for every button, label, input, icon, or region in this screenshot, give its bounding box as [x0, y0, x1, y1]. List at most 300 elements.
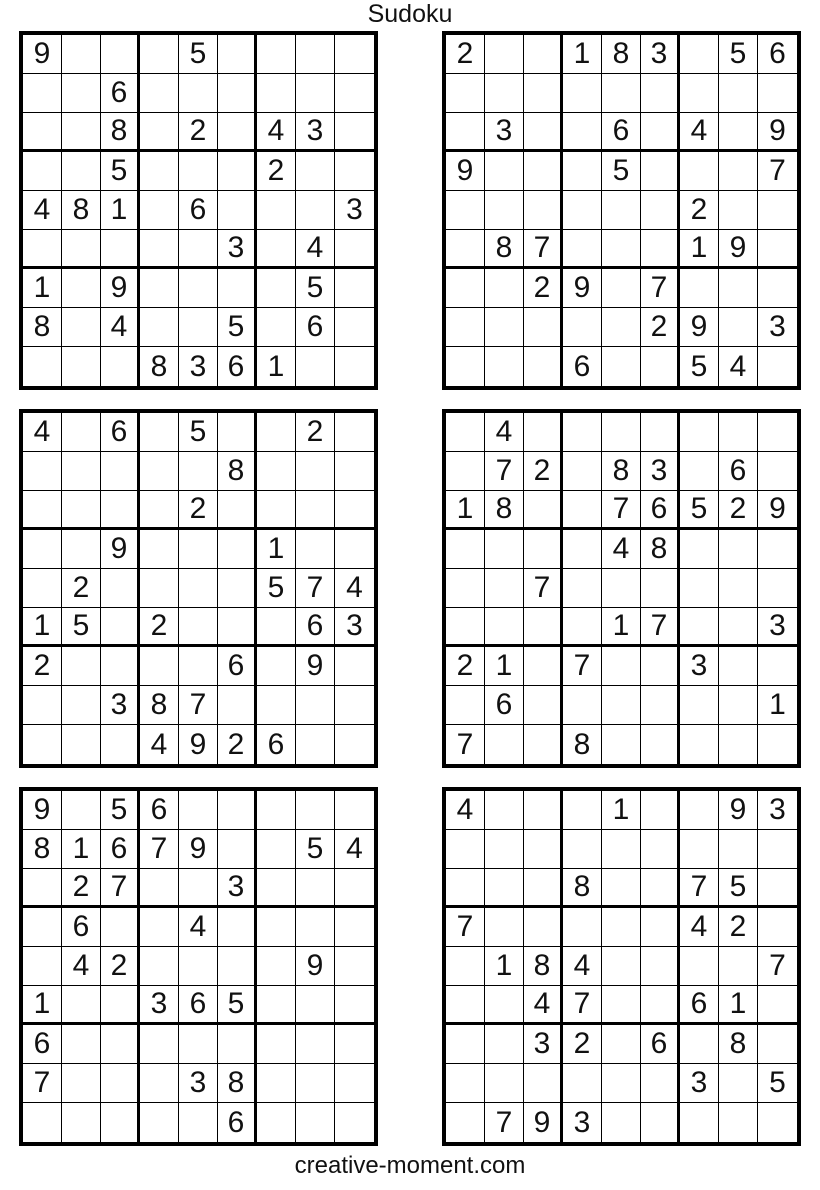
sudoku-cell-empty	[758, 74, 797, 113]
sudoku-cell-empty	[641, 74, 680, 113]
sudoku-cell-given: 4	[719, 347, 758, 386]
sudoku-cell-given: 1	[257, 530, 296, 569]
sudoku-cell-empty	[140, 269, 179, 308]
sudoku-cell-given: 3	[680, 647, 719, 686]
sudoku-cell-given: 5	[179, 35, 218, 74]
sudoku-cell-empty	[140, 1103, 179, 1142]
sudoku-cell-given: 2	[563, 1025, 602, 1064]
sudoku-cell-empty	[296, 1025, 335, 1064]
sudoku-cell-empty	[602, 908, 641, 947]
sudoku-cell-given: 4	[23, 413, 62, 452]
sudoku-cell-empty	[485, 35, 524, 74]
sudoku-cell-given: 9	[719, 230, 758, 269]
sudoku-cell-empty	[62, 1103, 101, 1142]
sudoku-cell-empty	[446, 347, 485, 386]
sudoku-cell-empty	[641, 413, 680, 452]
sudoku-cell-given: 7	[446, 725, 485, 764]
sudoku-cell-empty	[335, 269, 374, 308]
sudoku-cell-empty	[218, 947, 257, 986]
sudoku-cell-given: 3	[335, 608, 374, 647]
sudoku-cell-given: 9	[296, 647, 335, 686]
sudoku-cell-given: 5	[719, 35, 758, 74]
sudoku-cell-empty	[218, 113, 257, 152]
sudoku-cell-empty	[524, 413, 563, 452]
sudoku-cell-empty	[257, 191, 296, 230]
sudoku-cell-empty	[758, 869, 797, 908]
sudoku-cell-empty	[602, 74, 641, 113]
puzzle-area	[0, 31, 820, 1146]
sudoku-cell-given: 8	[563, 725, 602, 764]
sudoku-cell-empty	[641, 152, 680, 191]
sudoku-cell-given: 2	[524, 269, 563, 308]
sudoku-cell-empty	[257, 791, 296, 830]
sudoku-cell-empty	[179, 1103, 218, 1142]
sudoku-cell-empty	[257, 608, 296, 647]
sudoku-cell-empty	[641, 647, 680, 686]
sudoku-cell-empty	[446, 947, 485, 986]
sudoku-cell-empty	[335, 725, 374, 764]
page-title: Sudoku	[367, 0, 453, 28]
sudoku-cell-empty	[218, 491, 257, 530]
sudoku-cell-empty	[296, 986, 335, 1025]
sudoku-cell-empty	[446, 230, 485, 269]
sudoku-cell-given: 6	[641, 491, 680, 530]
sudoku-cell-empty	[641, 908, 680, 947]
sudoku-cell-empty	[485, 725, 524, 764]
sudoku-cell-empty	[257, 74, 296, 113]
sudoku-cell-empty	[446, 830, 485, 869]
sudoku-cell-empty	[758, 530, 797, 569]
sudoku-cell-empty	[218, 152, 257, 191]
sudoku-cell-empty	[257, 1064, 296, 1103]
sudoku-cell-empty	[758, 908, 797, 947]
sudoku-cell-empty	[641, 947, 680, 986]
sudoku-cell-empty	[140, 1025, 179, 1064]
sudoku-cell-given: 6	[296, 608, 335, 647]
sudoku-cell-empty	[680, 413, 719, 452]
sudoku-cell-given: 1	[23, 269, 62, 308]
sudoku-cell-empty	[140, 947, 179, 986]
sudoku-cell-empty	[23, 491, 62, 530]
sudoku-cell-empty	[23, 725, 62, 764]
sudoku-cell-given: 1	[758, 686, 797, 725]
sudoku-cell-empty	[485, 986, 524, 1025]
sudoku-cell-empty	[680, 725, 719, 764]
sudoku-cell-given: 7	[179, 686, 218, 725]
sudoku-board-4	[442, 409, 801, 768]
sudoku-cell-empty	[446, 269, 485, 308]
sudoku-cell-empty	[296, 152, 335, 191]
sudoku-cell-empty	[62, 452, 101, 491]
sudoku-cell-empty	[335, 530, 374, 569]
sudoku-cell-given: 3	[101, 686, 140, 725]
sudoku-cell-empty	[296, 191, 335, 230]
sudoku-cell-empty	[602, 269, 641, 308]
sudoku-cell-given: 5	[758, 1064, 797, 1103]
sudoku-cell-empty	[446, 569, 485, 608]
sudoku-cell-empty	[257, 908, 296, 947]
sudoku-cell-empty	[719, 608, 758, 647]
sudoku-cell-given: 8	[23, 830, 62, 869]
sudoku-cell-given: 1	[485, 647, 524, 686]
puzzle-row-2	[0, 409, 820, 768]
sudoku-cell-empty	[179, 647, 218, 686]
sudoku-cell-empty	[101, 608, 140, 647]
sudoku-cell-empty	[257, 230, 296, 269]
sudoku-cell-given: 8	[563, 869, 602, 908]
sudoku-cell-empty	[719, 191, 758, 230]
sudoku-cell-empty	[23, 452, 62, 491]
sudoku-cell-given: 3	[641, 35, 680, 74]
sudoku-cell-given: 2	[719, 491, 758, 530]
sudoku-cell-given: 4	[446, 791, 485, 830]
sudoku-cell-empty	[719, 725, 758, 764]
sudoku-cell-empty	[62, 530, 101, 569]
sudoku-cell-given: 5	[179, 413, 218, 452]
sudoku-cell-empty	[140, 308, 179, 347]
sudoku-cell-given: 9	[179, 830, 218, 869]
sudoku-cell-empty	[524, 347, 563, 386]
sudoku-cell-empty	[218, 530, 257, 569]
sudoku-cell-empty	[101, 452, 140, 491]
sudoku-cell-empty	[446, 413, 485, 452]
sudoku-cell-given: 2	[719, 908, 758, 947]
puzzle-row-1	[0, 31, 820, 390]
sudoku-cell-empty	[602, 569, 641, 608]
sudoku-cell-empty	[758, 347, 797, 386]
sudoku-cell-empty	[446, 113, 485, 152]
sudoku-cell-empty	[62, 491, 101, 530]
sudoku-cell-empty	[680, 452, 719, 491]
sudoku-cell-empty	[758, 986, 797, 1025]
sudoku-cell-empty	[758, 230, 797, 269]
sudoku-cell-empty	[335, 1025, 374, 1064]
puzzle-row-3	[0, 787, 820, 1146]
sudoku-cell-empty	[524, 530, 563, 569]
sudoku-cell-given: 9	[446, 152, 485, 191]
sudoku-cell-empty	[335, 113, 374, 152]
sudoku-cell-empty	[602, 191, 641, 230]
sudoku-cell-empty	[446, 686, 485, 725]
sudoku-cell-given: 3	[524, 1025, 563, 1064]
sudoku-cell-given: 8	[602, 35, 641, 74]
sudoku-cell-given: 4	[179, 908, 218, 947]
sudoku-cell-empty	[680, 686, 719, 725]
sudoku-cell-empty	[680, 830, 719, 869]
sudoku-cell-empty	[179, 152, 218, 191]
sudoku-cell-given: 5	[218, 986, 257, 1025]
sudoku-board-3	[19, 409, 378, 768]
sudoku-cell-empty	[296, 908, 335, 947]
sudoku-cell-empty	[62, 725, 101, 764]
sudoku-cell-empty	[257, 269, 296, 308]
sudoku-cell-empty	[140, 191, 179, 230]
sudoku-cell-empty	[257, 947, 296, 986]
sudoku-cell-empty	[23, 347, 62, 386]
sudoku-cell-given: 1	[719, 986, 758, 1025]
sudoku-cell-empty	[23, 686, 62, 725]
sudoku-cell-empty	[719, 269, 758, 308]
sudoku-cell-empty	[563, 1064, 602, 1103]
sudoku-cell-given: 1	[446, 491, 485, 530]
sudoku-cell-given: 3	[563, 1103, 602, 1142]
sudoku-cell-empty	[296, 1103, 335, 1142]
sudoku-cell-given: 6	[101, 830, 140, 869]
sudoku-cell-empty	[485, 530, 524, 569]
sudoku-cell-empty	[23, 947, 62, 986]
sudoku-cell-empty	[563, 530, 602, 569]
sudoku-cell-empty	[140, 230, 179, 269]
sudoku-cell-given: 9	[23, 35, 62, 74]
sudoku-cell-empty	[296, 347, 335, 386]
sudoku-cell-empty	[23, 74, 62, 113]
sudoku-cell-empty	[602, 1064, 641, 1103]
sudoku-cell-empty	[446, 1064, 485, 1103]
sudoku-cell-empty	[563, 191, 602, 230]
sudoku-cell-empty	[563, 608, 602, 647]
sudoku-cell-empty	[602, 1025, 641, 1064]
sudoku-cell-given: 2	[218, 725, 257, 764]
sudoku-cell-empty	[140, 452, 179, 491]
sudoku-cell-empty	[758, 569, 797, 608]
sudoku-cell-given: 6	[23, 1025, 62, 1064]
sudoku-cell-empty	[602, 413, 641, 452]
sudoku-cell-empty	[524, 908, 563, 947]
sudoku-cell-empty	[179, 791, 218, 830]
sudoku-cell-given: 5	[680, 491, 719, 530]
sudoku-cell-empty	[680, 35, 719, 74]
sudoku-cell-empty	[101, 1025, 140, 1064]
sudoku-cell-empty	[296, 530, 335, 569]
sudoku-cell-empty	[602, 347, 641, 386]
sudoku-cell-given: 6	[179, 986, 218, 1025]
sudoku-cell-given: 8	[524, 947, 563, 986]
footer-website-text: creative-moment.com	[294, 1152, 526, 1179]
sudoku-cell-empty	[719, 569, 758, 608]
sudoku-cell-given: 7	[641, 269, 680, 308]
sudoku-cell-empty	[179, 452, 218, 491]
sudoku-board-5	[19, 787, 378, 1146]
sudoku-cell-given: 7	[680, 869, 719, 908]
sudoku-cell-given: 3	[758, 791, 797, 830]
sudoku-cell-empty	[257, 647, 296, 686]
sudoku-cell-given: 9	[296, 947, 335, 986]
sudoku-cell-empty	[335, 452, 374, 491]
sudoku-cell-given: 2	[62, 869, 101, 908]
sudoku-cell-empty	[101, 347, 140, 386]
sudoku-cell-given: 1	[602, 608, 641, 647]
sudoku-cell-empty	[758, 269, 797, 308]
sudoku-cell-empty	[602, 947, 641, 986]
sudoku-cell-empty	[257, 413, 296, 452]
sudoku-cell-empty	[641, 113, 680, 152]
sudoku-cell-empty	[524, 152, 563, 191]
sudoku-cell-empty	[485, 908, 524, 947]
sudoku-cell-empty	[524, 791, 563, 830]
sudoku-cell-empty	[335, 230, 374, 269]
sudoku-cell-empty	[524, 869, 563, 908]
sudoku-cell-empty	[719, 1064, 758, 1103]
sudoku-cell-empty	[335, 491, 374, 530]
sudoku-cell-given: 3	[218, 230, 257, 269]
sudoku-cell-given: 6	[257, 725, 296, 764]
sudoku-cell-given: 2	[524, 452, 563, 491]
sudoku-cell-given: 5	[62, 608, 101, 647]
sudoku-cell-given: 4	[335, 569, 374, 608]
sudoku-cell-empty	[680, 947, 719, 986]
sudoku-cell-given: 8	[641, 530, 680, 569]
sudoku-cell-empty	[602, 647, 641, 686]
sudoku-cell-empty	[446, 1025, 485, 1064]
sudoku-cell-empty	[179, 308, 218, 347]
sudoku-cell-empty	[719, 113, 758, 152]
sudoku-cell-given: 5	[296, 269, 335, 308]
sudoku-cell-empty	[563, 452, 602, 491]
sudoku-cell-given: 7	[296, 569, 335, 608]
sudoku-cell-empty	[218, 413, 257, 452]
sudoku-cell-empty	[485, 869, 524, 908]
sudoku-cell-given: 4	[23, 191, 62, 230]
sudoku-cell-empty	[680, 608, 719, 647]
sudoku-cell-empty	[758, 830, 797, 869]
sudoku-cell-given: 6	[218, 647, 257, 686]
sudoku-cell-empty	[335, 947, 374, 986]
sudoku-cell-empty	[602, 869, 641, 908]
sudoku-cell-empty	[485, 569, 524, 608]
sudoku-cell-empty	[602, 725, 641, 764]
sudoku-cell-empty	[680, 1025, 719, 1064]
sudoku-cell-given: 2	[62, 569, 101, 608]
sudoku-cell-given: 7	[758, 152, 797, 191]
sudoku-cell-empty	[335, 869, 374, 908]
sudoku-cell-given: 3	[140, 986, 179, 1025]
sudoku-cell-given: 7	[602, 491, 641, 530]
sudoku-cell-given: 8	[140, 347, 179, 386]
sudoku-cell-empty	[446, 986, 485, 1025]
sudoku-cell-empty	[485, 791, 524, 830]
sudoku-cell-empty	[335, 35, 374, 74]
sudoku-cell-empty	[101, 1064, 140, 1103]
sudoku-cell-given: 6	[680, 986, 719, 1025]
sudoku-cell-empty	[101, 647, 140, 686]
sudoku-cell-given: 2	[140, 608, 179, 647]
sudoku-cell-empty	[680, 269, 719, 308]
sudoku-cell-empty	[218, 269, 257, 308]
sudoku-cell-empty	[563, 491, 602, 530]
sudoku-cell-empty	[758, 725, 797, 764]
sudoku-cell-empty	[101, 491, 140, 530]
sudoku-cell-empty	[62, 686, 101, 725]
sudoku-cell-given: 1	[101, 191, 140, 230]
sudoku-cell-empty	[719, 152, 758, 191]
sudoku-cell-empty	[62, 230, 101, 269]
sudoku-cell-empty	[758, 191, 797, 230]
sudoku-cell-empty	[296, 791, 335, 830]
sudoku-cell-empty	[680, 74, 719, 113]
sudoku-cell-given: 7	[485, 1103, 524, 1142]
sudoku-cell-empty	[641, 347, 680, 386]
sudoku-cell-given: 4	[680, 908, 719, 947]
sudoku-cell-empty	[179, 269, 218, 308]
sudoku-cell-empty	[335, 647, 374, 686]
sudoku-cell-empty	[296, 452, 335, 491]
sudoku-cell-empty	[335, 347, 374, 386]
sudoku-cell-empty	[563, 308, 602, 347]
sudoku-cell-given: 9	[719, 791, 758, 830]
sudoku-cell-given: 1	[485, 947, 524, 986]
sudoku-cell-given: 3	[758, 308, 797, 347]
sudoku-cell-given: 3	[758, 608, 797, 647]
sudoku-cell-given: 7	[641, 608, 680, 647]
sudoku-cell-empty	[641, 1103, 680, 1142]
sudoku-cell-empty	[719, 413, 758, 452]
sudoku-cell-given: 7	[140, 830, 179, 869]
sudoku-cell-given: 4	[101, 308, 140, 347]
sudoku-cell-empty	[179, 569, 218, 608]
sudoku-cell-given: 3	[335, 191, 374, 230]
sudoku-cell-empty	[179, 608, 218, 647]
sudoku-cell-given: 4	[680, 113, 719, 152]
sudoku-cell-given: 2	[257, 152, 296, 191]
sudoku-cell-empty	[524, 1064, 563, 1103]
sudoku-cell-given: 1	[602, 791, 641, 830]
sudoku-cell-given: 4	[335, 830, 374, 869]
sudoku-cell-empty	[101, 1103, 140, 1142]
sudoku-cell-empty	[140, 35, 179, 74]
sudoku-cell-given: 8	[23, 308, 62, 347]
sudoku-cell-empty	[179, 230, 218, 269]
sudoku-cell-empty	[101, 908, 140, 947]
sudoku-cell-given: 1	[62, 830, 101, 869]
sudoku-cell-given: 1	[257, 347, 296, 386]
sudoku-cell-given: 5	[680, 347, 719, 386]
sudoku-cell-empty	[680, 569, 719, 608]
sudoku-cell-empty	[524, 74, 563, 113]
sudoku-cell-given: 3	[485, 113, 524, 152]
sudoku-cell-given: 3	[179, 347, 218, 386]
sudoku-cell-empty	[62, 308, 101, 347]
sudoku-cell-empty	[485, 191, 524, 230]
sudoku-cell-empty	[140, 413, 179, 452]
sudoku-cell-empty	[101, 725, 140, 764]
sudoku-cell-empty	[641, 869, 680, 908]
sudoku-cell-empty	[296, 725, 335, 764]
sudoku-cell-given: 5	[257, 569, 296, 608]
sudoku-cell-empty	[524, 647, 563, 686]
sudoku-cell-empty	[101, 986, 140, 1025]
sudoku-cell-given: 4	[563, 947, 602, 986]
sudoku-cell-empty	[335, 908, 374, 947]
sudoku-cell-empty	[524, 830, 563, 869]
sudoku-cell-empty	[257, 986, 296, 1025]
sudoku-cell-empty	[62, 152, 101, 191]
sudoku-cell-empty	[335, 74, 374, 113]
sudoku-cell-given: 7	[23, 1064, 62, 1103]
sudoku-cell-empty	[524, 686, 563, 725]
sudoku-cell-empty	[296, 686, 335, 725]
sudoku-cell-given: 8	[218, 1064, 257, 1103]
sudoku-cell-empty	[62, 413, 101, 452]
sudoku-cell-empty	[446, 191, 485, 230]
sudoku-cell-empty	[680, 530, 719, 569]
sudoku-cell-given: 6	[296, 308, 335, 347]
sudoku-cell-empty	[524, 491, 563, 530]
sudoku-cell-empty	[257, 830, 296, 869]
sudoku-cell-given: 6	[140, 791, 179, 830]
sudoku-cell-empty	[485, 347, 524, 386]
sudoku-cell-empty	[140, 74, 179, 113]
sudoku-cell-empty	[140, 647, 179, 686]
